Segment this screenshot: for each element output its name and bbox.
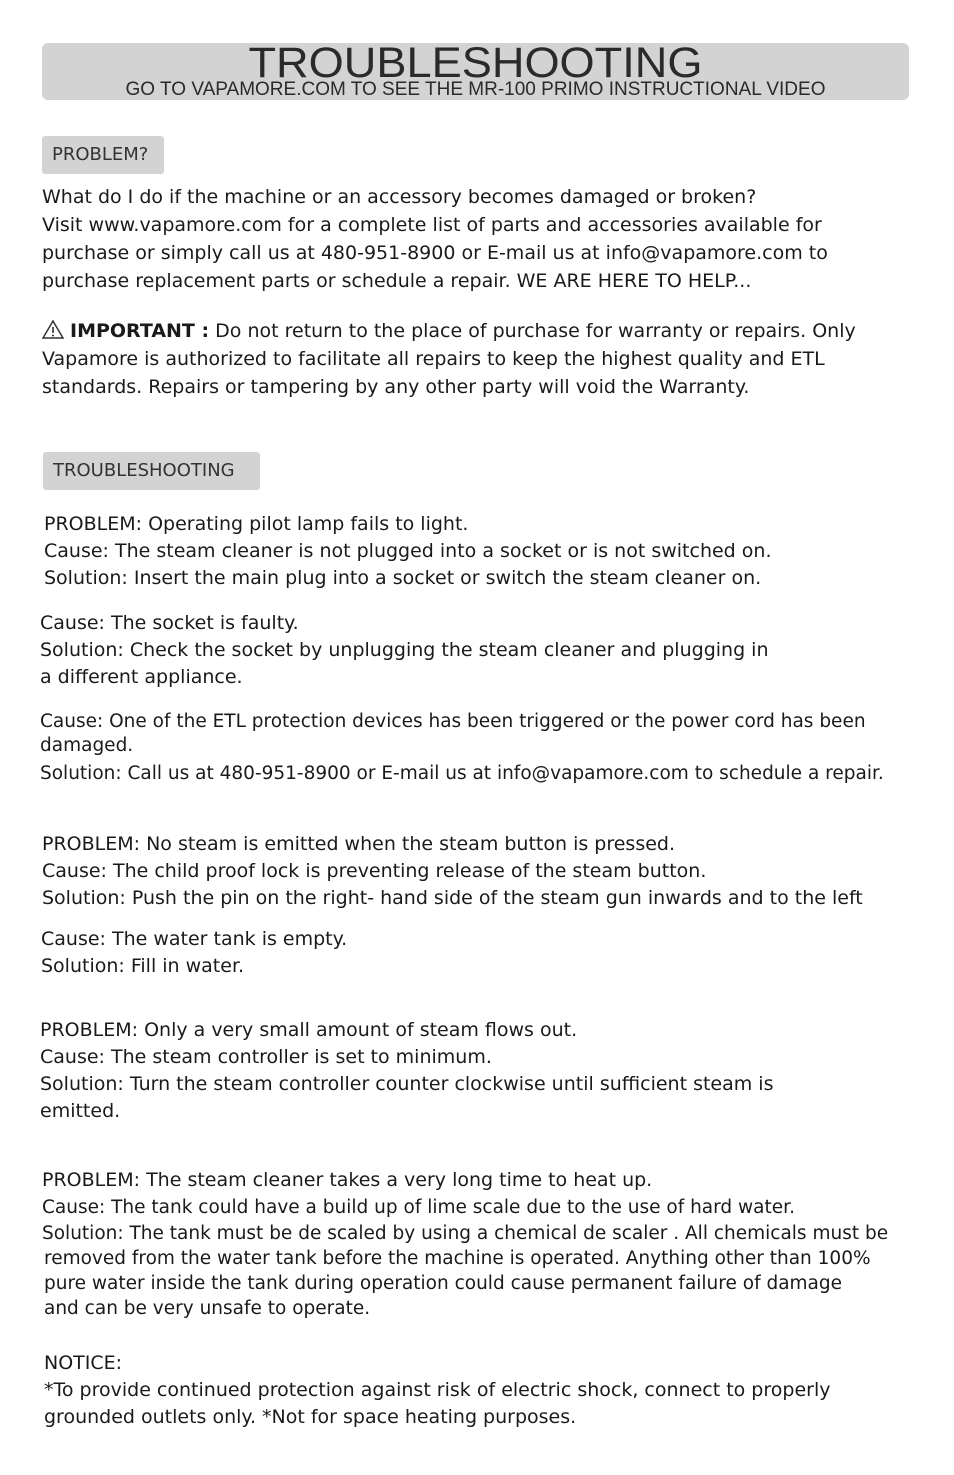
solution-line: Solution: Push the pin on the right- hand side of the steam gun inwards and to the left: [42, 887, 863, 909]
solution-line: Solution: Check the socket by unplugging the steam cleaner and plugging in: [40, 639, 769, 661]
cause-line: Cause: The steam controller is set to minimum.: [40, 1046, 492, 1068]
page-title: TROUBLESHOOTING: [248, 39, 703, 87]
solution-line: Solution: The tank must be de scaled by using a chemical de scaler . All chemicals must be: [42, 1223, 889, 1244]
solution-line: pure water inside the tank during operation could cause permanent failure of damage: [44, 1273, 843, 1294]
notice-line: *To provide continued protection against risk of electric shock, connect to properly: [44, 1379, 831, 1401]
warning-triangle-icon: [42, 320, 64, 347]
cause-line: Cause: The steam cleaner is not plugged into a socket or is not switched on.: [44, 540, 772, 562]
cause-line: Cause: The water tank is empty.: [41, 928, 348, 950]
problem-text-line: Visit www.vapamore.com for a complete list of parts and accessories available for: [42, 214, 822, 236]
solution-line: Solution: Insert the main plug into a socket or switch the steam cleaner on.: [44, 567, 762, 589]
problem-text-line: What do I do if the machine or an accessory becomes damaged or broken?: [42, 186, 757, 208]
problem-line: PROBLEM: Only a very small amount of steam flows out.: [40, 1019, 578, 1041]
cause-line: Cause: The socket is faulty.: [40, 612, 299, 634]
important-text: Do not return to the place of purchase for warranty or repairs. Only: [215, 320, 856, 342]
problem-line: PROBLEM: Operating pilot lamp fails to light.: [44, 513, 469, 535]
problem-text-line: purchase or simply call us at 480-951-8900 or E-mail us at info@vapamore.com to: [42, 242, 828, 264]
important-label: IMPORTANT :: [70, 320, 210, 342]
problem-text-line: purchase replacement parts or schedule a repair. WE ARE HERE TO HELP...: [42, 270, 752, 292]
important-first-line: [42, 318, 856, 347]
cause-line: Cause: One of the ETL protection devices has been triggered or the power cord has been: [40, 711, 866, 732]
problem-line: PROBLEM: No steam is emitted when the steam button is pressed.: [42, 833, 676, 855]
notice-line: grounded outlets only. *Not for space heating purposes.: [44, 1406, 577, 1428]
solution-line: removed from the water tank before the machine is operated. Anything other than 100%: [44, 1248, 871, 1269]
page-subtitle: GO TO VAPAMORE.COM TO SEE THE MR-100 PRIMO INSTRUCTIONAL VIDEO: [125, 79, 826, 100]
solution-line: a different appliance.: [40, 666, 243, 688]
solution-line: emitted.: [40, 1100, 121, 1122]
important-text-line: Vapamore is authorized to facilitate all repairs to keep the highest quality and ETL: [42, 348, 825, 370]
solution-line: and can be very unsafe to operate.: [44, 1298, 371, 1319]
notice-label: NOTICE:: [44, 1352, 123, 1374]
cause-line: Cause: The tank could have a build up of lime scale due to the use of hard water.: [42, 1197, 795, 1218]
troubleshooting-section-tag: TROUBLESHOOTING: [43, 452, 260, 490]
problem-line: PROBLEM: The steam cleaner takes a very long time to heat up.: [42, 1169, 653, 1191]
cause-line: Cause: The child proof lock is preventing release of the steam button.: [42, 860, 707, 882]
problem-section-tag: PROBLEM?: [42, 136, 164, 174]
important-text-line: standards. Repairs or tampering by any other party will void the Warranty.: [42, 376, 750, 398]
solution-line: Solution: Call us at 480-951-8900 or E-mail us at info@vapamore.com to schedule a repair.: [40, 763, 884, 784]
cause-line: damaged.: [40, 735, 134, 756]
solution-line: Solution: Fill in water.: [41, 955, 245, 977]
solution-line: Solution: Turn the steam controller counter clockwise until sufficient steam is: [40, 1073, 774, 1095]
